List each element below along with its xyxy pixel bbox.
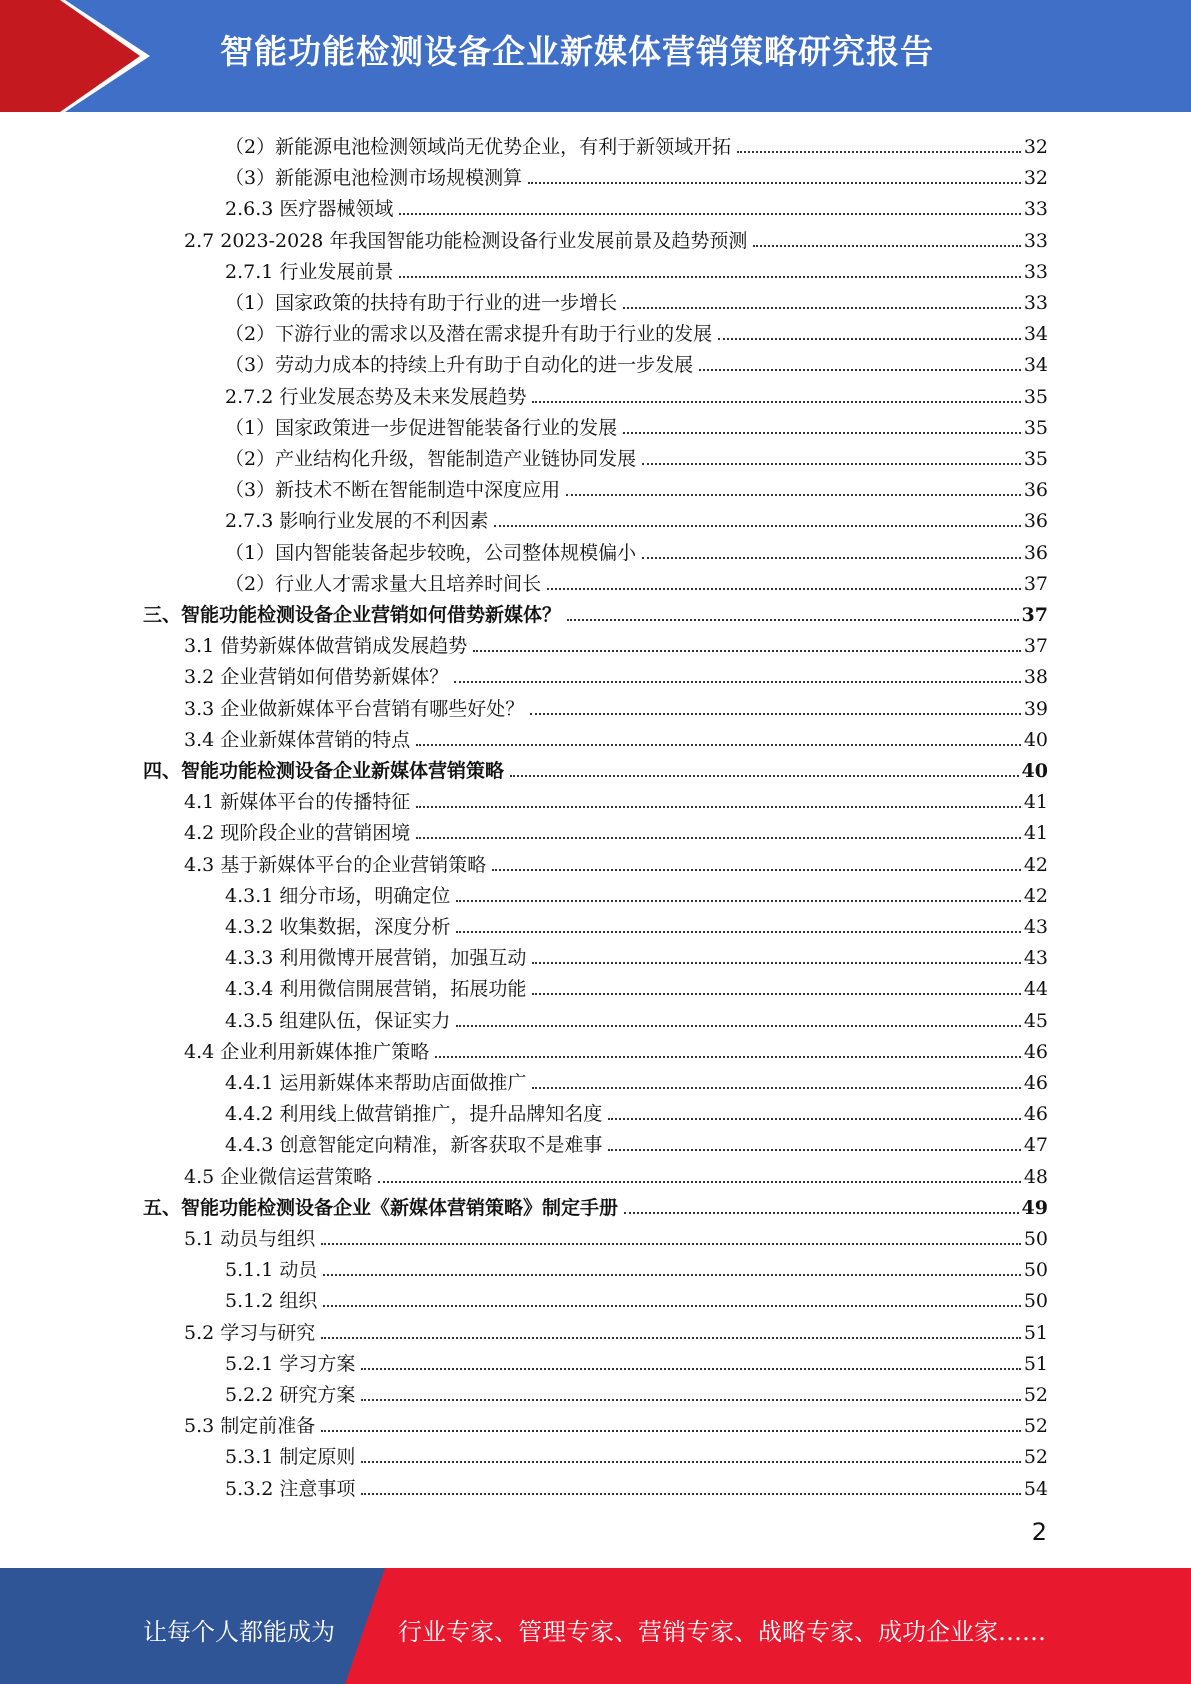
toc-entry-page: 52: [1023, 1415, 1048, 1438]
toc-entry[interactable]: [225, 470, 1048, 501]
toc-entry-label: 2.7 2023-2028 年我国智能功能检测设备行业发展前景及趋势预测: [184, 229, 748, 252]
toc-entry-label: 5.1 动员与组织: [184, 1228, 316, 1250]
toc-leader-dots: [530, 713, 1021, 715]
toc-entry[interactable]: [184, 813, 1048, 844]
toc-leader-dots: [623, 307, 1021, 309]
toc-entry-page: 50: [1023, 1290, 1048, 1313]
toc-leader-dots: [399, 213, 1020, 215]
toc-entry-page: 33: [1023, 260, 1048, 283]
toc-entry-label: 4.4 企业利用新媒体推广策略: [184, 1040, 430, 1063]
toc-entry[interactable]: [225, 1281, 1048, 1312]
footer-slogan-left: 让每个人都能成为: [143, 1618, 335, 1646]
toc-entry-page: 37: [1023, 572, 1048, 595]
toc-entry-label: 2.7.1 行业发展前景: [225, 260, 394, 283]
toc-entry-page: 45: [1023, 1009, 1048, 1032]
toc-entry[interactable]: [184, 1032, 1048, 1063]
toc-leader-dots: [416, 806, 1021, 808]
toc-entry[interactable]: [225, 1469, 1048, 1500]
toc-entry-page: 36: [1023, 541, 1048, 564]
toc-entry[interactable]: [225, 408, 1048, 439]
toc-entry[interactable]: [225, 876, 1048, 907]
toc-entry-page: 46: [1023, 1103, 1048, 1126]
toc-entry[interactable]: [225, 1094, 1048, 1125]
toc-entry-label: 4.5 企业微信运营策略: [184, 1165, 373, 1188]
toc-entry[interactable]: [225, 439, 1048, 470]
toc-entry[interactable]: [225, 969, 1048, 1000]
toc-entry-label: 3.3 企业做新媒体平台营销有哪些好处？: [184, 697, 525, 720]
toc-entry[interactable]: [184, 782, 1048, 813]
toc-entry-page: 51: [1023, 1321, 1048, 1344]
toc-entry-label: 4.3.4 利用微信開展营销，拓展功能: [225, 978, 527, 1001]
toc-entry-label: 5.3.2 注意事项: [225, 1477, 356, 1500]
toc-leader-dots: [361, 1399, 1020, 1401]
toc-entry-page: 38: [1023, 666, 1048, 689]
toc-leader-dots: [510, 775, 1019, 777]
toc-entry[interactable]: [225, 314, 1048, 345]
toc-entry-page: 35: [1023, 448, 1048, 470]
toc-entry-label: 2.6.3 医疗器械领域: [225, 198, 394, 221]
toc-entry[interactable]: [184, 845, 1048, 876]
toc-entry[interactable]: [225, 127, 1048, 158]
toc-entry-page: 36: [1023, 479, 1048, 502]
toc-entry-page: 39: [1023, 697, 1048, 720]
toc-entry-page: 40: [1023, 728, 1048, 751]
toc-entry-label: 5.2.2 研究方案: [225, 1384, 356, 1406]
toc-leader-dots: [547, 588, 1021, 590]
toc-entry[interactable]: [225, 564, 1048, 595]
toc-leader-dots: [567, 619, 1019, 621]
toc-entry[interactable]: [184, 1406, 1048, 1437]
toc-entry-page: 47: [1023, 1134, 1048, 1157]
toc-entry-label: 4.3.1 细分市场，明确定位: [225, 884, 451, 907]
toc-entry[interactable]: [225, 1250, 1048, 1281]
toc-entry-page: 50: [1023, 1228, 1048, 1250]
toc-entry-label: 5.2 学习与研究: [184, 1321, 316, 1344]
toc-entry-page: 33: [1023, 229, 1048, 252]
toc-entry-label: 4.2 现阶段企业的营销困境: [184, 822, 411, 845]
toc-leader-dots: [608, 1149, 1020, 1151]
toc-entry-page: 46: [1023, 1040, 1048, 1063]
toc-entry-label: 4.3.5 组建队伍，保证实力: [225, 1009, 451, 1032]
toc-entry-label: 四、智能功能检测设备企业新媒体营销策略: [143, 760, 505, 782]
toc-entry-label: 4.4.1 运用新媒体来帮助店面做推广: [225, 1072, 527, 1094]
toc-leader-dots: [532, 1087, 1020, 1089]
toc-entry[interactable]: [184, 1157, 1048, 1188]
toc-leader-dots: [435, 1056, 1021, 1058]
toc-entry-page: 37: [1021, 604, 1048, 626]
toc-leader-dots: [321, 1337, 1021, 1339]
toc-entry[interactable]: [184, 1313, 1048, 1344]
toc-entry-label: （2）产业结构化升级，智能制造产业链协同发展: [225, 448, 637, 470]
toc-entry[interactable]: [225, 377, 1048, 408]
toc-leader-dots: [642, 463, 1021, 465]
toc-entry-page: 34: [1023, 323, 1048, 346]
toc-entry-label: 3.2 企业营销如何借势新媒体？: [184, 666, 449, 689]
toc-entry-label: 5.1.2 组织: [225, 1290, 318, 1313]
toc-entry[interactable]: [225, 345, 1048, 376]
toc-leader-dots: [361, 1493, 1020, 1495]
toc-entry-page: 42: [1023, 884, 1048, 907]
toc-entry-page: 43: [1023, 916, 1048, 938]
toc-entry-label: 4.1 新媒体平台的传播特征: [184, 791, 411, 814]
toc-leader-dots: [378, 1181, 1021, 1183]
toc-leader-dots: [361, 1461, 1020, 1463]
toc-leader-dots: [624, 1212, 1019, 1214]
toc-entry-page: 34: [1023, 354, 1048, 377]
toc-entry-label: 4.3.2 收集数据，深度分析: [225, 916, 451, 938]
toc-entry[interactable]: [184, 657, 1048, 688]
toc-leader-dots: [753, 245, 1020, 247]
toc-leader-dots: [608, 1118, 1020, 1120]
toc-leader-dots: [528, 182, 1021, 184]
toc-entry[interactable]: [143, 595, 1048, 626]
toc-entry-label: 五、智能功能检测设备企业《新媒体营销策略》制定手册: [143, 1196, 619, 1219]
toc-entry-page: 51: [1023, 1352, 1048, 1375]
toc-entry-label: 3.4 企业新媒体营销的特点: [184, 728, 411, 751]
page-footer: [0, 1568, 1191, 1684]
toc-entry-label: 4.4.2 利用线上做营销推广，提升品牌知名度: [225, 1103, 603, 1126]
toc-entry-label: 4.4.3 创意智能定向精准，新客获取不是难事: [225, 1134, 603, 1157]
toc-entry-page: 36: [1023, 510, 1048, 533]
footer-slogan-right: 行业专家、管理专家、营销专家、战略专家、成功企业家……: [398, 1618, 1046, 1646]
toc-leader-dots: [456, 900, 1020, 902]
toc-entry[interactable]: [184, 1219, 1048, 1250]
toc-leader-dots: [323, 1305, 1020, 1307]
toc-entry-label: （3）劳动力成本的持续上升有助于自动化的进一步发展: [225, 354, 694, 377]
toc-entry-label: 5.1.1 动员: [225, 1259, 318, 1282]
toc-entry[interactable]: [184, 689, 1048, 720]
toc-entry[interactable]: [184, 626, 1048, 657]
toc-entry[interactable]: [143, 1188, 1048, 1219]
toc-leader-dots: [321, 1243, 1021, 1245]
toc-leader-dots: [492, 869, 1021, 871]
toc-entry[interactable]: [225, 533, 1048, 564]
toc-entry-label: 4.3.3 利用微博开展营销，加强互动: [225, 947, 527, 970]
toc-entry-page: 49: [1021, 1196, 1048, 1219]
toc-entry[interactable]: [225, 1125, 1048, 1156]
toc-leader-dots: [699, 369, 1021, 371]
toc-leader-dots: [737, 151, 1021, 153]
toc-leader-dots: [532, 401, 1020, 403]
toc-entry[interactable]: [225, 938, 1048, 969]
toc-entry-page: 52: [1023, 1384, 1048, 1406]
toc-leader-dots: [718, 338, 1021, 340]
toc-entry-page: 32: [1023, 136, 1048, 158]
toc-entry[interactable]: [143, 751, 1048, 782]
toc-entry[interactable]: [225, 283, 1048, 314]
toc-entry[interactable]: [225, 907, 1048, 938]
toc-entry-page: 48: [1023, 1165, 1048, 1188]
toc-leader-dots: [642, 557, 1021, 559]
toc-leader-dots: [473, 650, 1021, 652]
toc-entry-label: 3.1 借势新媒体做营销成发展趋势: [184, 635, 468, 658]
toc-entry-label: （3）新能源电池检测市场规模测算: [225, 167, 523, 190]
toc-entry[interactable]: [225, 189, 1048, 220]
toc-entry-page: 41: [1023, 791, 1048, 814]
toc-leader-dots: [454, 681, 1021, 683]
toc-entry-page: 50: [1023, 1259, 1048, 1282]
toc-leader-dots: [416, 744, 1021, 746]
toc-entry-page: 33: [1023, 292, 1048, 314]
toc-entry[interactable]: [184, 720, 1048, 751]
toc-entry[interactable]: [225, 1001, 1048, 1032]
toc-entry-page: 35: [1023, 416, 1048, 439]
toc-entry-page: 35: [1023, 385, 1048, 408]
toc-leader-dots: [456, 1025, 1020, 1027]
toc-leader-dots: [623, 432, 1021, 434]
toc-entry-page: 40: [1021, 760, 1048, 782]
toc-entry-label: （1）国家政策的扶持有助于行业的进一步增长: [225, 292, 618, 314]
toc-entry-page: 44: [1023, 978, 1048, 1001]
page-number: 2: [1031, 1518, 1047, 1546]
toc-entry-label: 4.3 基于新媒体平台的企业营销策略: [184, 853, 487, 876]
toc-entry-page: 46: [1023, 1072, 1048, 1094]
toc-leader-dots: [494, 525, 1020, 527]
toc-entry-label: 2.7.2 行业发展态势及未来发展趋势: [225, 385, 527, 408]
toc-entry-label: （1）国内智能装备起步较晚，公司整体规模偏小: [225, 541, 637, 564]
toc-entry[interactable]: [225, 501, 1048, 532]
toc-entry-label: （1）国家政策进一步促进智能装备行业的发展: [225, 416, 618, 439]
toc-entry-page: 52: [1023, 1446, 1048, 1469]
page-header: [0, 0, 1191, 112]
toc-leader-dots: [416, 837, 1021, 839]
toc-leader-dots: [532, 993, 1020, 995]
toc-leader-dots: [361, 1368, 1020, 1370]
toc-entry-page: 54: [1023, 1477, 1048, 1500]
toc-entry-page: 41: [1023, 822, 1048, 845]
toc-entry[interactable]: [225, 1344, 1048, 1375]
toc-leader-dots: [399, 276, 1020, 278]
toc-entry-label: 2.7.3 影响行业发展的不利因素: [225, 510, 489, 533]
header-arrow-icon: [0, 0, 160, 112]
toc-entry-label: 5.2.1 学习方案: [225, 1352, 356, 1375]
document-title: 智能功能检测设备企业新媒体营销策略研究报告: [220, 32, 934, 71]
toc-entry-label: 5.3.1 制定原则: [225, 1446, 356, 1469]
toc-entry[interactable]: [225, 1437, 1048, 1468]
toc-entry-label: （2）行业人才需求量大且培养时间长: [225, 572, 542, 595]
toc-leader-dots: [566, 494, 1021, 496]
toc-entry-page: 33: [1023, 198, 1048, 221]
toc-leader-dots: [532, 962, 1020, 964]
toc-entry[interactable]: [225, 252, 1048, 283]
toc-entry[interactable]: [225, 1063, 1048, 1094]
toc-entry-page: 37: [1023, 635, 1048, 658]
toc-entry-page: 32: [1023, 167, 1048, 190]
toc-leader-dots: [323, 1274, 1020, 1276]
toc-entry-label: 三、智能功能检测设备企业营销如何借势新媒体？: [143, 604, 562, 626]
toc-entry-label: （3）新技术不断在智能制造中深度应用: [225, 479, 561, 502]
toc-entry[interactable]: [225, 158, 1048, 189]
toc-entry[interactable]: [225, 1375, 1048, 1406]
toc-entry[interactable]: [184, 221, 1048, 252]
toc-entry-page: 42: [1023, 853, 1048, 876]
toc-entry-label: 5.3 制定前准备: [184, 1415, 316, 1438]
toc-entry-label: （2）下游行业的需求以及潜在需求提升有助于行业的发展: [225, 323, 713, 346]
toc-leader-dots: [321, 1430, 1021, 1432]
toc-entry-label: （2）新能源电池检测领域尚无优势企业，有利于新领域开拓: [225, 136, 732, 158]
toc-entry-page: 43: [1023, 947, 1048, 970]
toc-leader-dots: [456, 931, 1020, 933]
